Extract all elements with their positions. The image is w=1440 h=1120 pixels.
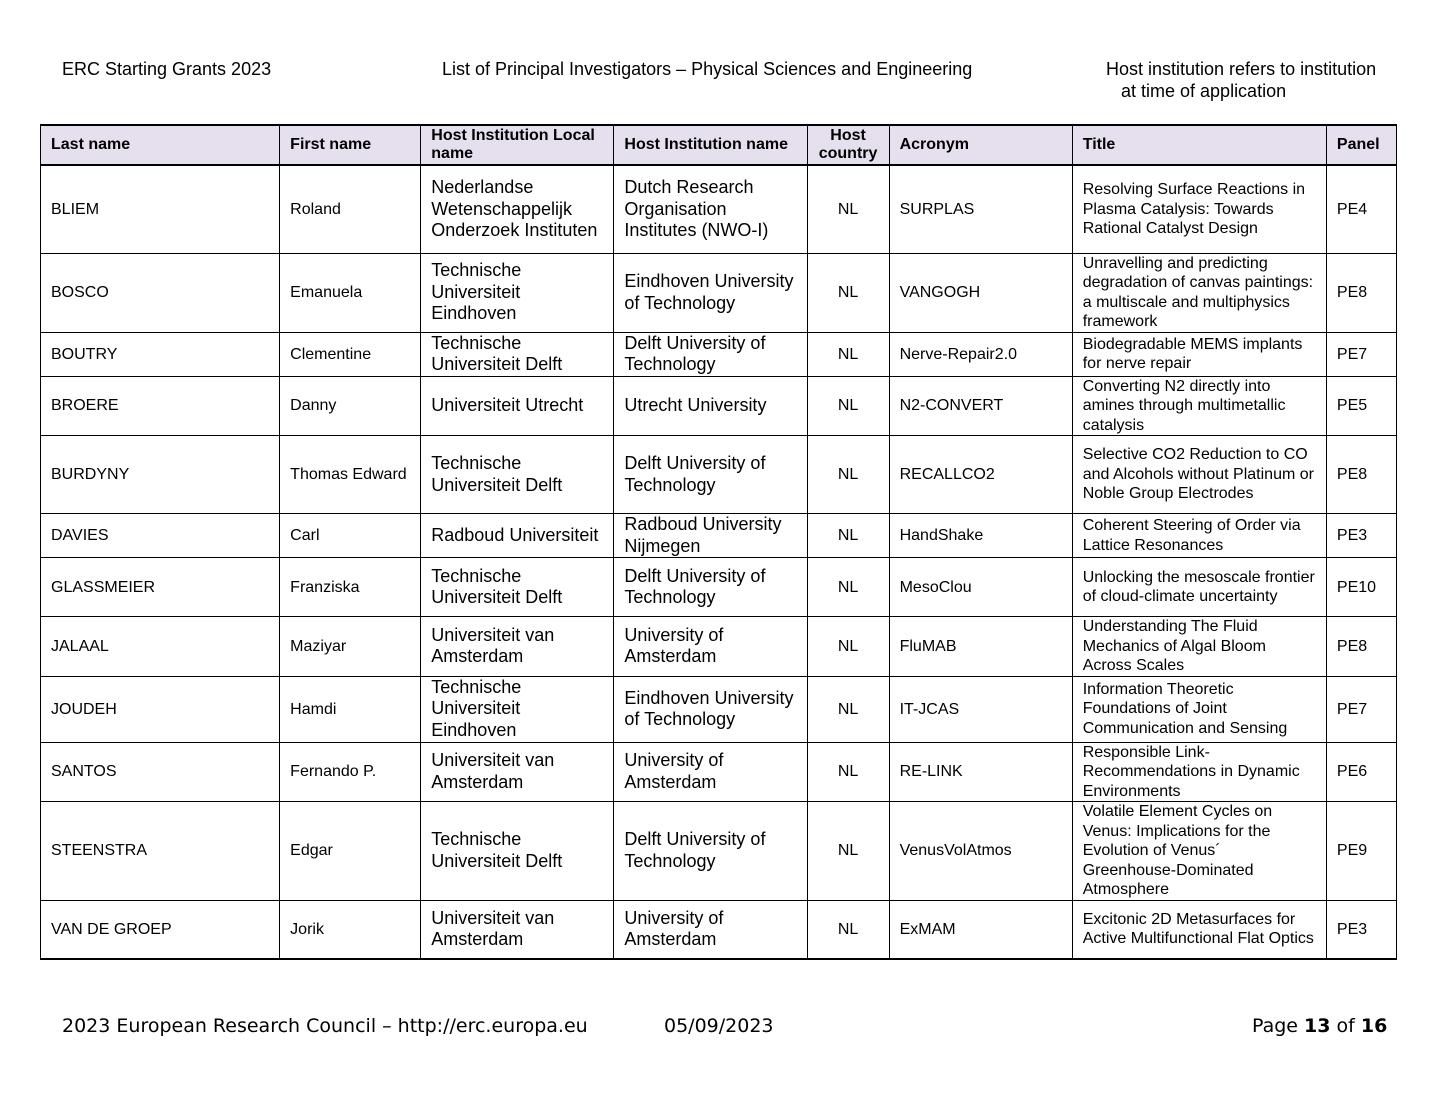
cell-last-name: STEENSTRA [41, 802, 280, 901]
table-row [41, 676, 1397, 742]
cell-first-name: Maziyar [280, 617, 421, 677]
cell-acronym: VenusVolAtmos [889, 802, 1072, 901]
table-row [41, 802, 1397, 901]
cell-title: Understanding The Fluid Mechanics of Algal Bloom Across Scales [1072, 617, 1326, 677]
table-row [41, 558, 1397, 617]
cell-panel: PE8 [1326, 436, 1396, 514]
cell-host-name: Delft University of Technology [614, 332, 807, 376]
cell-first-name: Edgar [280, 802, 421, 901]
footer-page-number [1252, 1014, 1387, 1038]
cell-acronym: RE-LINK [889, 742, 1072, 802]
cell-panel: PE7 [1326, 332, 1396, 376]
cell-first-name: Danny [280, 376, 421, 436]
cell-title: Responsible Link-Recommendations in Dynamic Environments [1072, 742, 1326, 802]
table-header-row [41, 125, 1397, 165]
header-note-line2: at time of application [1121, 81, 1287, 101]
cell-acronym: MesoClou [889, 558, 1072, 617]
cell-host-country: NL [807, 253, 889, 332]
cell-title: Selective CO2 Reduction to CO and Alcohols without Platinum or Noble Group Electrodes [1072, 436, 1326, 514]
table-row [41, 376, 1397, 436]
header-list-title: List of Principal Investigators – Physical Sciences and Engineering [442, 59, 973, 79]
page-total: 16 [1360, 1015, 1388, 1037]
cell-host-country: NL [807, 802, 889, 901]
col-header-host-local-name: Host Institution Local name [421, 125, 614, 165]
cell-panel: PE9 [1326, 802, 1396, 901]
col-header-panel: Panel [1326, 125, 1396, 165]
header-note [1106, 58, 1376, 102]
cell-title: Coherent Steering of Order via Lattice Resonances [1072, 514, 1326, 558]
cell-panel: PE6 [1326, 742, 1396, 802]
cell-title: Biodegradable MEMS implants for nerve repair [1072, 332, 1326, 376]
cell-host-local-name: Technische Universiteit Delft [421, 558, 614, 617]
cell-panel: PE3 [1326, 900, 1396, 959]
cell-host-name: Dutch Research Organisation Institutes (NWO-I) [614, 165, 807, 253]
cell-host-name: University of Amsterdam [614, 617, 807, 677]
cell-host-local-name: Nederlandse Wetenschappelijk Onderzoek Instituten [421, 165, 614, 253]
cell-acronym: FluMAB [889, 617, 1072, 677]
investigators-table [40, 124, 1397, 960]
cell-host-local-name: Universiteit van Amsterdam [421, 617, 614, 677]
table-row [41, 253, 1397, 332]
cell-host-country: NL [807, 376, 889, 436]
cell-host-country: NL [807, 165, 889, 253]
cell-host-country: NL [807, 558, 889, 617]
cell-host-name: Delft University of Technology [614, 558, 807, 617]
table-row [41, 742, 1397, 802]
cell-host-country: NL [807, 900, 889, 959]
cell-host-country: NL [807, 742, 889, 802]
cell-host-name: Eindhoven University of Technology [614, 676, 807, 742]
cell-title: Unlocking the mesoscale frontier of cloud-climate uncertainty [1072, 558, 1326, 617]
cell-last-name: VAN DE GROEP [41, 900, 280, 959]
cell-title: Converting N2 directly into amines through multimetallic catalysis [1072, 376, 1326, 436]
footer-copyright: 2023 European Research Council – http://erc.europa.eu [62, 1015, 588, 1037]
cell-title: Unravelling and predicting degradation of canvas paintings: a multiscale and multiphysics framework [1072, 253, 1326, 332]
cell-last-name: BLIEM [41, 165, 280, 253]
cell-first-name: Jorik [280, 900, 421, 959]
cell-acronym: Nerve-Repair2.0 [889, 332, 1072, 376]
table-row [41, 900, 1397, 959]
cell-first-name: Thomas Edward [280, 436, 421, 514]
col-header-host-name: Host Institution name [614, 125, 807, 165]
cell-last-name: BROERE [41, 376, 280, 436]
cell-host-local-name: Radboud Universiteit [421, 514, 614, 558]
cell-last-name: SANTOS [41, 742, 280, 802]
cell-last-name: BOSCO [41, 253, 280, 332]
col-header-first-name: First name [280, 125, 421, 165]
page-current: 13 [1304, 1015, 1331, 1037]
cell-acronym: RECALLCO2 [889, 436, 1072, 514]
page-of: of [1336, 1015, 1355, 1037]
page-word: Page [1252, 1015, 1298, 1037]
cell-host-local-name: Technische Universiteit Delft [421, 436, 614, 514]
cell-acronym: ExMAM [889, 900, 1072, 959]
table-row [41, 332, 1397, 376]
cell-host-name: University of Amsterdam [614, 900, 807, 959]
cell-host-local-name: Universiteit Utrecht [421, 376, 614, 436]
cell-acronym: SURPLAS [889, 165, 1072, 253]
cell-host-name: Delft University of Technology [614, 802, 807, 901]
cell-first-name: Franziska [280, 558, 421, 617]
table-row [41, 617, 1397, 677]
cell-first-name: Hamdi [280, 676, 421, 742]
cell-first-name: Clementine [280, 332, 421, 376]
cell-panel: PE10 [1326, 558, 1396, 617]
cell-host-local-name: Technische Universiteit Delft [421, 332, 614, 376]
cell-first-name: Carl [280, 514, 421, 558]
cell-host-name: University of Amsterdam [614, 742, 807, 802]
cell-host-country: NL [807, 436, 889, 514]
footer-date: 05/09/2023 [664, 1015, 774, 1037]
cell-acronym: VANGOGH [889, 253, 1072, 332]
header-program: ERC Starting Grants 2023 [62, 59, 272, 79]
cell-last-name: BOUTRY [41, 332, 280, 376]
cell-host-country: NL [807, 676, 889, 742]
cell-last-name: BURDYNY [41, 436, 280, 514]
cell-first-name: Emanuela [280, 253, 421, 332]
cell-host-local-name: Technische Universiteit Eindhoven [421, 676, 614, 742]
col-header-title: Title [1072, 125, 1326, 165]
col-header-host-country: Host country [807, 125, 889, 165]
cell-host-local-name: Universiteit van Amsterdam [421, 742, 614, 802]
cell-panel: PE3 [1326, 514, 1396, 558]
col-header-last-name: Last name [41, 125, 280, 165]
cell-acronym: N2-CONVERT [889, 376, 1072, 436]
cell-panel: PE7 [1326, 676, 1396, 742]
cell-acronym: IT-JCAS [889, 676, 1072, 742]
cell-title: Excitonic 2D Metasurfaces for Active Multifunctional Flat Optics [1072, 900, 1326, 959]
cell-host-name: Delft University of Technology [614, 436, 807, 514]
cell-last-name: JOUDEH [41, 676, 280, 742]
cell-panel: PE8 [1326, 617, 1396, 677]
cell-title: Resolving Surface Reactions in Plasma Catalysis: Towards Rational Catalyst Design [1072, 165, 1326, 253]
cell-host-name: Utrecht University [614, 376, 807, 436]
cell-first-name: Roland [280, 165, 421, 253]
cell-host-country: NL [807, 617, 889, 677]
cell-last-name: GLASSMEIER [41, 558, 280, 617]
cell-panel: PE8 [1326, 253, 1396, 332]
table-row [41, 165, 1397, 253]
col-header-acronym: Acronym [889, 125, 1072, 165]
cell-host-name: Radboud University Nijmegen [614, 514, 807, 558]
cell-host-local-name: Universiteit van Amsterdam [421, 900, 614, 959]
cell-host-name: Eindhoven University of Technology [614, 253, 807, 332]
cell-host-local-name: Technische Universiteit Eindhoven [421, 253, 614, 332]
table-row [41, 514, 1397, 558]
cell-last-name: JALAAL [41, 617, 280, 677]
cell-host-country: NL [807, 514, 889, 558]
cell-host-local-name: Technische Universiteit Delft [421, 802, 614, 901]
header-note-line1: Host institution refers to institution [1106, 59, 1377, 79]
cell-last-name: DAVIES [41, 514, 280, 558]
cell-host-country: NL [807, 332, 889, 376]
cell-first-name: Fernando P. [280, 742, 421, 802]
cell-title: Information Theoretic Foundations of Joint Communication and Sensing [1072, 676, 1326, 742]
cell-panel: PE5 [1326, 376, 1396, 436]
cell-title: Volatile Element Cycles on Venus: Implications for the Evolution of Venus´ Greenhouse-Dominated Atmosphere [1072, 802, 1326, 901]
cell-acronym: HandShake [889, 514, 1072, 558]
cell-panel: PE4 [1326, 165, 1396, 253]
table-row [41, 436, 1397, 514]
